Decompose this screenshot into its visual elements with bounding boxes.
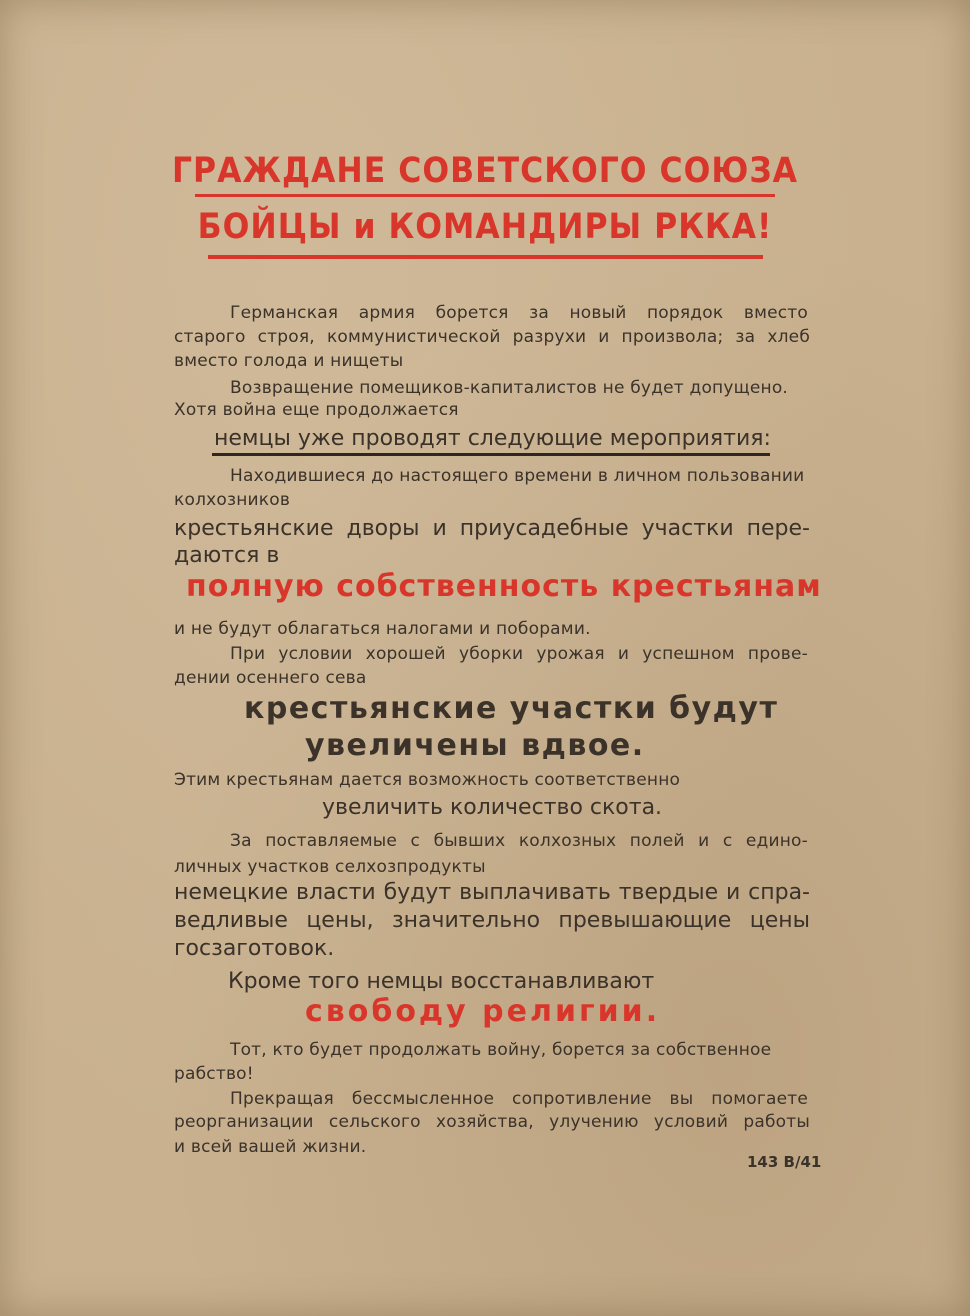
- paragraph-1-line-1: Германская армия борется за новый порядок вместо: [230, 303, 808, 323]
- paragraph-10-line-2: увеличить количество скота.: [322, 795, 663, 820]
- paragraph-15-line-2: рабство!: [174, 1064, 254, 1084]
- paragraph-12-line-1: немецкие власти будут выплачивать твердые и спра-: [174, 880, 810, 905]
- headline-line-2: БОЙЦЫ и КОМАНДИРЫ РККА!: [197, 207, 773, 247]
- paragraph-2-line-2: Хотя война еще продолжается: [174, 400, 459, 420]
- paragraph-10-line-1: Этим крестьянам дается возможность соответственно: [174, 770, 681, 790]
- paragraph-5-line-2: даются в: [174, 543, 280, 568]
- paragraph-3-heading: немцы уже проводят следующие мероприятия:: [214, 426, 771, 451]
- paragraph-8-line-2: дении осеннего сева: [174, 668, 367, 688]
- headline-line-1: ГРАЖДАНЕ СОВЕТСКОГО СОЮЗА: [171, 151, 799, 191]
- paragraph-16-line-2: реорганизации сельского хозяйства, улучению условий работы: [174, 1112, 810, 1132]
- paragraph-16-line-3: и всей вашей жизни.: [174, 1137, 367, 1157]
- paragraph-1-line-2: старого строя, коммунистической разрухи и произвола; за хлеб: [174, 327, 810, 347]
- print-code: 143 В/41: [747, 1153, 822, 1171]
- paragraph-1-line-3: вместо голода и нищеты: [174, 351, 404, 371]
- paragraph-3-underline: [212, 453, 770, 456]
- paragraph-7: и не будут облагаться налогами и поборами.: [174, 619, 591, 639]
- paragraph-4-line-2: колхозников: [174, 490, 291, 510]
- paragraph-8-line-1: При условии хорошей уборки урожая и успешном прове-: [230, 644, 808, 664]
- paragraph-15-line-1: Тот, кто будет продолжать войну, борется за собственное: [230, 1040, 772, 1060]
- paragraph-13: Кроме того немцы восстанавливают: [228, 969, 655, 994]
- headline-underline-1: [195, 194, 775, 197]
- paragraph-16-line-1: Прекращая бессмысленное сопротивление вы помогаете: [230, 1089, 808, 1109]
- paragraph-12-line-3: госзаготовок.: [174, 936, 335, 961]
- paragraph-12-line-2: ведливые цены, значительно превышающие цены: [174, 908, 810, 933]
- paragraph-4-line-1: Находившиеся до настоящего времени в личном пользовании: [230, 466, 805, 486]
- headline-plots-line-1: крестьянские участки будут: [244, 691, 779, 726]
- headline-full-ownership: полную собственность крестьянам: [186, 569, 822, 604]
- headline-freedom-of-religion: свободу религии.: [305, 994, 661, 1029]
- paragraph-5-line-1: крестьянские дворы и приусадебные участки пере-: [174, 516, 810, 541]
- headline-underline-2: [208, 255, 763, 259]
- paragraph-11-line-1: За поставляемые с бывших колхозных полей и с едино-: [230, 831, 808, 851]
- paragraph-2-line-1: Возвращение помещиков-капиталистов не будет допущено.: [230, 378, 789, 398]
- headline-plots-line-2: увеличены вдвое.: [305, 728, 645, 763]
- paragraph-11-line-2: личных участков селхозпродукты: [174, 857, 486, 877]
